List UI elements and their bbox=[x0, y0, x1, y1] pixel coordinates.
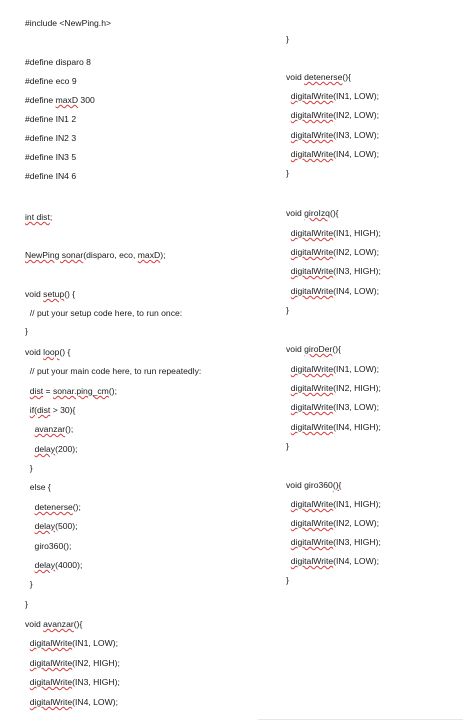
spellcheck-flagged-word: digitalWrite bbox=[29, 638, 73, 648]
code-text: } bbox=[25, 579, 33, 589]
code-text: (IN4, LOW); bbox=[72, 697, 118, 707]
spellcheck-flagged-word: NewPing sonar bbox=[25, 250, 84, 260]
code-text: (IN2, HIGH); bbox=[333, 383, 381, 393]
code-line bbox=[25, 697, 118, 708]
code-text: ; bbox=[49, 212, 53, 222]
code-text: #define disparo 8 bbox=[25, 57, 91, 67]
spellcheck-flagged-word: loop bbox=[43, 347, 60, 357]
code-line bbox=[286, 364, 379, 375]
code-line bbox=[25, 171, 76, 182]
code-text: (IN3, LOW); bbox=[333, 130, 379, 140]
code-line bbox=[286, 305, 289, 316]
code-line bbox=[286, 537, 381, 548]
code-text: void bbox=[286, 208, 305, 218]
code-line bbox=[25, 133, 76, 144]
code-line bbox=[25, 386, 117, 397]
spellcheck-flagged-word: dist bbox=[29, 386, 44, 396]
spellcheck-flagged-word: maxD bbox=[55, 95, 79, 105]
code-line bbox=[25, 347, 70, 358]
code-text: (IN4, LOW); bbox=[333, 286, 379, 296]
code-text bbox=[25, 502, 35, 512]
code-text: (200); bbox=[55, 444, 78, 454]
code-line bbox=[286, 91, 379, 102]
code-text: #include <NewPing.h> bbox=[25, 18, 111, 28]
code-text: } bbox=[286, 575, 289, 585]
code-text: () { bbox=[64, 289, 76, 299]
code-text: void bbox=[25, 619, 44, 629]
code-text: (IN2, LOW); bbox=[333, 247, 379, 257]
spellcheck-flagged-word: digitalWrite bbox=[290, 537, 334, 547]
code-text: void bbox=[25, 289, 44, 299]
code-text: (IN1, HIGH); bbox=[333, 228, 381, 238]
code-text: void bbox=[286, 72, 305, 82]
spellcheck-flagged-word: digitalWrite bbox=[290, 149, 334, 159]
spellcheck-flagged-word: digitalWrite bbox=[290, 383, 334, 393]
code-text: (); bbox=[108, 386, 117, 396]
code-text: (IN3, HIGH); bbox=[333, 537, 381, 547]
spellcheck-flagged-word: (){ bbox=[332, 480, 342, 490]
spellcheck-flagged-word: digitalWrite bbox=[290, 364, 334, 374]
code-text: } bbox=[286, 305, 289, 315]
code-text: = bbox=[43, 386, 53, 396]
code-text: 300 bbox=[78, 95, 95, 105]
code-text bbox=[25, 521, 35, 531]
spellcheck-flagged-word: digitalWrite bbox=[290, 518, 334, 528]
code-text: > 30){ bbox=[50, 405, 76, 415]
code-line bbox=[25, 326, 28, 337]
spellcheck-flagged-word: digitalWrite bbox=[290, 266, 334, 276]
code-text: #define IN2 3 bbox=[25, 133, 77, 143]
code-text: #define IN3 5 bbox=[25, 152, 77, 162]
code-text: ); bbox=[160, 250, 166, 260]
code-text: } bbox=[286, 441, 289, 451]
code-text bbox=[25, 424, 35, 434]
code-text: giro360(); bbox=[25, 541, 72, 551]
spellcheck-flagged-word: digitalWrite bbox=[290, 286, 334, 296]
spellcheck-flagged-word: sonar.ping_cm bbox=[52, 386, 109, 396]
code-line bbox=[25, 463, 33, 474]
spellcheck-flagged-word: avanzar bbox=[34, 424, 66, 434]
code-line bbox=[286, 34, 289, 45]
code-text: void bbox=[286, 344, 305, 354]
code-text: else { bbox=[25, 482, 51, 492]
code-text: (4000); bbox=[55, 560, 83, 570]
spellcheck-flagged-word: delay bbox=[34, 521, 56, 531]
code-line bbox=[25, 57, 91, 68]
code-line bbox=[25, 424, 73, 435]
code-line bbox=[286, 499, 381, 510]
code-line bbox=[25, 114, 76, 125]
spellcheck-flagged-word: digitalWrite bbox=[290, 556, 334, 566]
code-text: #define IN1 2 bbox=[25, 114, 77, 124]
spellcheck-flagged-word: giroIzq bbox=[304, 208, 330, 218]
code-line bbox=[286, 228, 381, 239]
code-line bbox=[25, 152, 76, 163]
code-line bbox=[25, 638, 118, 649]
code-text: (IN2, HIGH); bbox=[72, 658, 120, 668]
code-line bbox=[286, 518, 379, 529]
code-text: } bbox=[286, 168, 289, 178]
spellcheck-flagged-word: maxD bbox=[137, 250, 161, 260]
code-line bbox=[25, 289, 75, 300]
spellcheck-flagged-word: digitalWrite bbox=[29, 697, 73, 707]
code-line bbox=[286, 72, 351, 83]
spellcheck-flagged-word: digitalWrite bbox=[290, 130, 334, 140]
code-line bbox=[286, 344, 341, 355]
code-line bbox=[25, 541, 71, 552]
code-text: } bbox=[25, 599, 28, 609]
code-text: (IN2, LOW); bbox=[333, 110, 379, 120]
code-line bbox=[286, 422, 381, 433]
code-text: (); bbox=[72, 502, 81, 512]
code-text: void bbox=[25, 347, 44, 357]
code-text bbox=[25, 444, 35, 454]
code-text: // put your main code here, to run repeatedly: bbox=[25, 366, 202, 376]
spellcheck-flagged-word: digitalWrite bbox=[290, 247, 334, 257]
code-text: #define eco 9 bbox=[25, 76, 77, 86]
code-text: (IN4, HIGH); bbox=[333, 422, 381, 432]
code-text: (IN2, LOW); bbox=[333, 518, 379, 528]
code-line bbox=[25, 366, 201, 377]
code-text: (){ bbox=[73, 619, 83, 629]
code-line bbox=[25, 76, 77, 87]
code-text: (IN3, LOW); bbox=[333, 402, 379, 412]
code-text: (IN1, LOW); bbox=[333, 364, 379, 374]
spellcheck-flagged-word: digitalWrite bbox=[290, 110, 334, 120]
spellcheck-flagged-word: digitalWrite bbox=[29, 677, 73, 687]
code-text: (){ bbox=[332, 344, 341, 354]
code-text: #define IN4 6 bbox=[25, 171, 77, 181]
code-text: } bbox=[25, 463, 33, 473]
code-line bbox=[286, 168, 289, 179]
code-line bbox=[286, 441, 289, 452]
code-text: (IN1, LOW); bbox=[333, 91, 379, 101]
code-line bbox=[286, 556, 379, 567]
spellcheck-flagged-word: giroDer bbox=[304, 344, 333, 354]
code-text: #define bbox=[25, 95, 56, 105]
spellcheck-flagged-word: digitalWrite bbox=[290, 91, 334, 101]
code-text: (IN4, LOW); bbox=[333, 149, 379, 159]
code-line bbox=[25, 95, 95, 106]
spellcheck-flagged-word: digitalWrite bbox=[290, 422, 334, 432]
code-text: () { bbox=[59, 347, 71, 357]
code-text: (){ bbox=[342, 72, 351, 82]
code-text: (){ bbox=[329, 208, 339, 218]
code-text: (); bbox=[65, 424, 74, 434]
code-line bbox=[25, 560, 82, 571]
spellcheck-flagged-word: digitalWrite bbox=[290, 228, 334, 238]
code-line bbox=[25, 18, 111, 29]
code-line bbox=[286, 286, 379, 297]
code-line bbox=[25, 579, 33, 590]
code-line bbox=[286, 575, 289, 586]
code-text: (IN3, HIGH); bbox=[72, 677, 120, 687]
code-line bbox=[25, 444, 78, 455]
page-bottom-rule bbox=[258, 719, 463, 720]
code-text: (500); bbox=[55, 521, 78, 531]
code-text: (IN1, LOW); bbox=[72, 638, 118, 648]
spellcheck-flagged-word: detenerse bbox=[34, 502, 73, 512]
code-line bbox=[286, 149, 379, 160]
spellcheck-flagged-word: avanzar bbox=[43, 619, 74, 629]
code-line bbox=[286, 383, 381, 394]
code-line bbox=[25, 308, 182, 319]
spellcheck-flagged-word: digitalWrite bbox=[290, 402, 334, 412]
code-line bbox=[286, 402, 379, 413]
code-line bbox=[25, 502, 81, 513]
code-text: (IN1, HIGH); bbox=[333, 499, 381, 509]
code-line bbox=[25, 521, 78, 532]
code-text: // put your setup code here, to run once: bbox=[25, 308, 183, 318]
code-line bbox=[286, 208, 339, 219]
spellcheck-flagged-word: int dist bbox=[25, 212, 50, 222]
code-text: (IN4, LOW); bbox=[333, 556, 379, 566]
code-text: void giro360 bbox=[286, 480, 333, 490]
code-line bbox=[286, 110, 379, 121]
spellcheck-flagged-word: detenerse bbox=[304, 72, 343, 82]
code-line bbox=[25, 619, 82, 630]
code-line bbox=[25, 677, 120, 688]
code-text: (IN3, HIGH); bbox=[333, 266, 381, 276]
code-line bbox=[286, 480, 341, 491]
code-text: } bbox=[25, 326, 28, 336]
code-line bbox=[286, 266, 381, 277]
code-text bbox=[25, 560, 35, 570]
code-line bbox=[286, 247, 379, 258]
spellcheck-flagged-word: setup bbox=[43, 289, 65, 299]
code-line bbox=[286, 130, 379, 141]
code-line bbox=[25, 212, 52, 223]
spellcheck-flagged-word: delay bbox=[34, 560, 56, 570]
code-line bbox=[25, 658, 120, 669]
code-text: } bbox=[286, 34, 289, 44]
code-text: (disparo, eco, bbox=[83, 250, 138, 260]
spellcheck-flagged-word: digitalWrite bbox=[29, 658, 73, 668]
spellcheck-flagged-word: digitalWrite bbox=[290, 499, 334, 509]
spellcheck-flagged-word: delay bbox=[34, 444, 56, 454]
spellcheck-flagged-word: if(dist bbox=[29, 405, 51, 415]
code-line bbox=[25, 482, 51, 493]
code-line bbox=[25, 599, 28, 610]
code-line bbox=[25, 405, 75, 416]
code-line bbox=[25, 250, 165, 261]
